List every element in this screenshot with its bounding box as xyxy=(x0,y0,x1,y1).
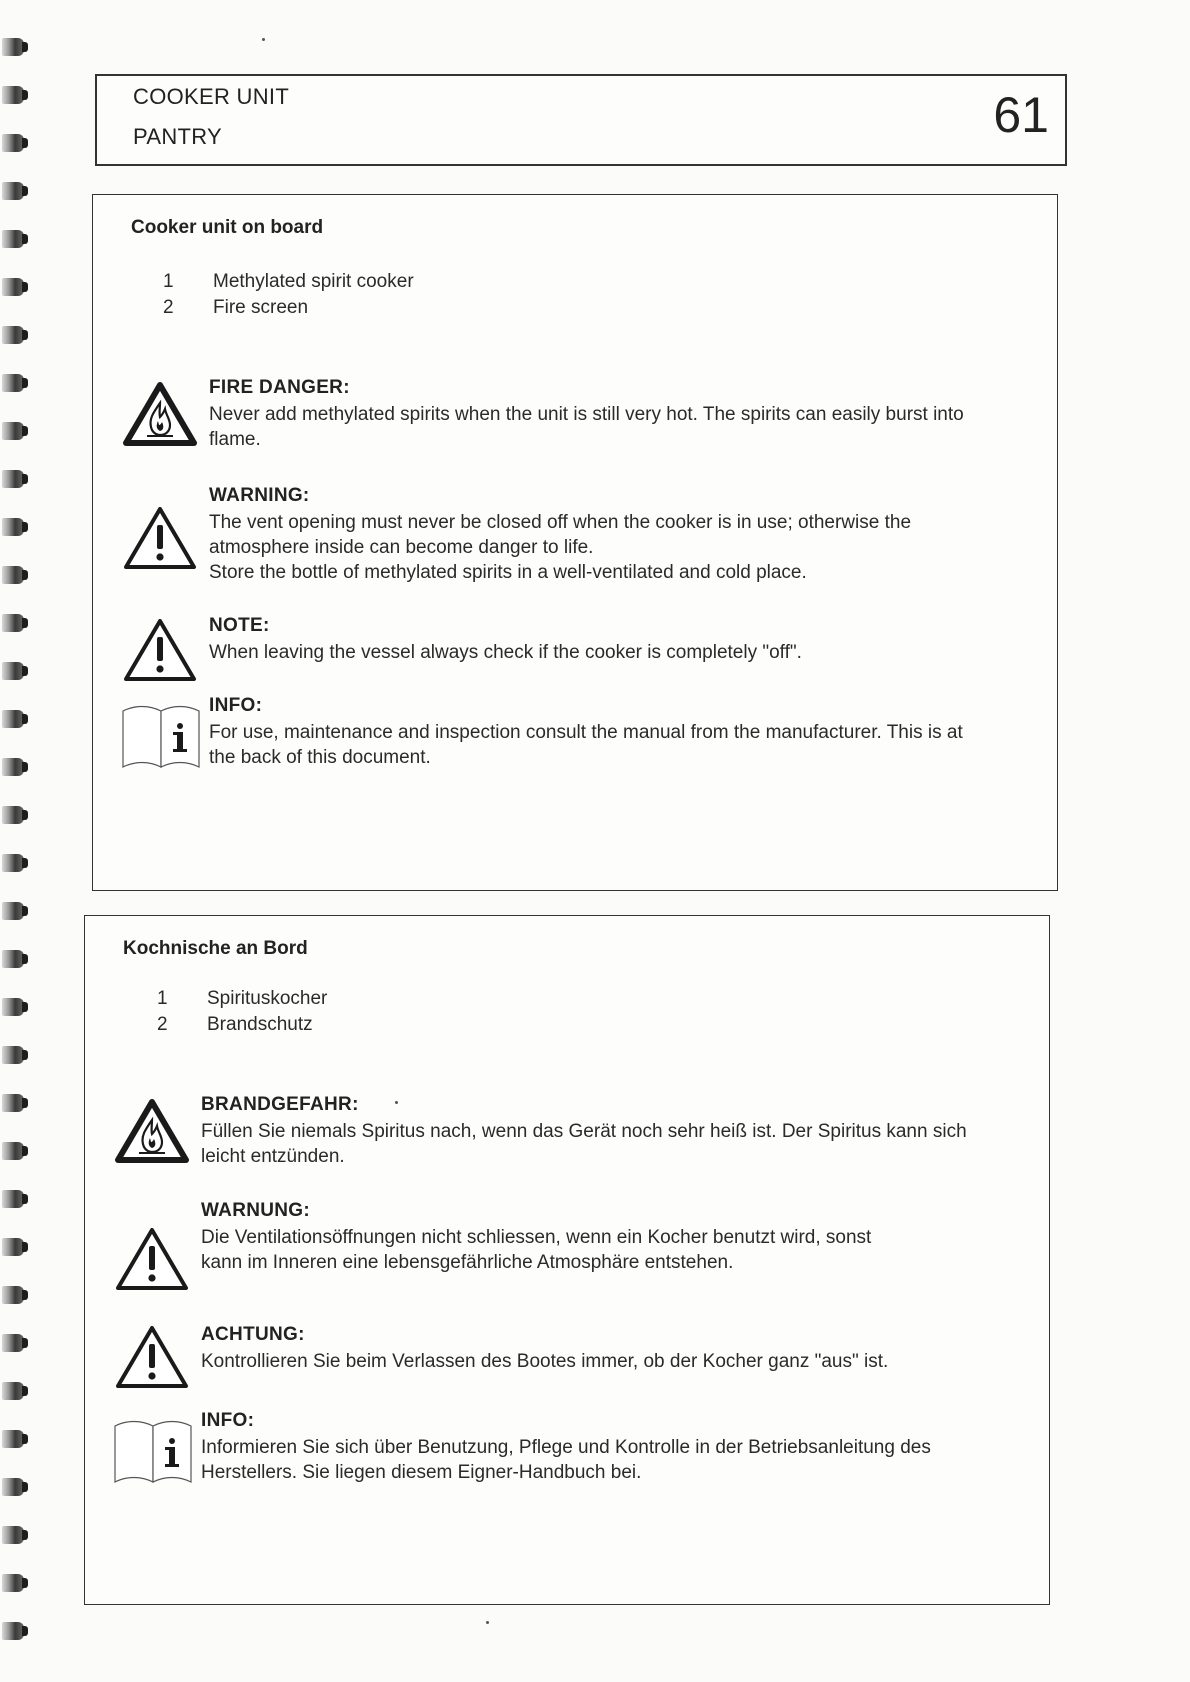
fire-danger-text: Füllen Sie niemals Spiritus nach, wenn das Gerät noch sehr heiß ist. Der Spiritus kann sich xyxy=(201,1121,967,1142)
fire-danger-text: Never add methylated spirits when the unit is still very hot. The spirits can easily burst into xyxy=(209,404,964,425)
item-label: Fire screen xyxy=(213,297,309,318)
scan-speck xyxy=(262,38,265,41)
binding-ring xyxy=(2,1190,24,1208)
info-text: Herstellers. Sie liegen diesem Eigner-Handbuch bei. xyxy=(201,1462,642,1483)
info-book-icon xyxy=(121,705,201,776)
binding-ring xyxy=(2,278,24,296)
info-book-icon xyxy=(113,1420,193,1491)
binding-ring xyxy=(2,86,24,104)
binding-ring xyxy=(2,230,24,248)
section-title: Kochnische an Bord xyxy=(123,938,308,959)
warning-text: The vent opening must never be closed off when the cooker is in use; otherwise the xyxy=(209,512,912,533)
warning-triangle-icon xyxy=(123,505,197,576)
binding-ring xyxy=(2,1286,24,1304)
note-notice xyxy=(115,1324,1015,1394)
warning-notice xyxy=(115,1200,1015,1300)
binding-ring xyxy=(2,854,24,872)
binding-ring xyxy=(2,518,24,536)
page-header xyxy=(95,74,1067,166)
warning-text: Store the bottle of methylated spirits in a well-ventilated and cold place. xyxy=(209,562,807,583)
binding-ring xyxy=(2,1142,24,1160)
binding-ring xyxy=(2,662,24,680)
item-number: 1 xyxy=(163,271,174,292)
fire-danger-label: BRANDGEFAHR: xyxy=(201,1094,359,1115)
binding-ring xyxy=(2,902,24,920)
binding-ring xyxy=(2,1238,24,1256)
scan-speck xyxy=(486,1621,489,1624)
binding-ring xyxy=(2,374,24,392)
binding-ring xyxy=(2,1094,24,1112)
note-text: Kontrollieren Sie beim Verlassen des Bootes immer, ob der Kocher ganz "aus" ist. xyxy=(201,1351,889,1372)
note-label: ACHTUNG: xyxy=(201,1324,305,1345)
info-label: INFO: xyxy=(201,1410,255,1431)
item-number: 1 xyxy=(157,988,168,1009)
item-number: 2 xyxy=(157,1014,168,1035)
fire-hazard-icon xyxy=(115,1098,189,1169)
item-label: Spirituskocher xyxy=(207,988,328,1009)
info-notice xyxy=(115,1410,1015,1490)
binding-ring xyxy=(2,1526,24,1544)
warning-triangle-icon xyxy=(115,1324,189,1395)
warning-triangle-icon xyxy=(123,617,197,688)
binding-ring xyxy=(2,998,24,1016)
binding-ring xyxy=(2,806,24,824)
binding-ring xyxy=(2,710,24,728)
info-label: INFO: xyxy=(209,695,263,716)
warning-text: Die Ventilationsöffnungen nicht schliessen, wenn ein Kocher benutzt wird, sonst xyxy=(201,1227,872,1248)
binding-ring xyxy=(2,1430,24,1448)
binding-ring xyxy=(2,422,24,440)
section-english xyxy=(92,194,1058,891)
header-subtitle: PANTRY xyxy=(133,124,223,149)
section-title: Cooker unit on board xyxy=(131,217,324,238)
info-notice xyxy=(123,695,1023,775)
warning-text: atmosphere inside can become danger to life. xyxy=(209,537,594,558)
item-label: Brandschutz xyxy=(207,1014,313,1035)
header-title: COOKER UNIT xyxy=(133,84,290,109)
info-text: the back of this document. xyxy=(209,747,431,768)
binding-ring xyxy=(2,470,24,488)
info-text: Informieren Sie sich über Benutzung, Pflege und Kontrolle in der Betriebsanleitung des xyxy=(201,1437,931,1458)
fire-danger-notice xyxy=(123,377,1023,457)
scan-speck xyxy=(395,1101,398,1104)
binding-ring xyxy=(2,950,24,968)
binding-ring xyxy=(2,758,24,776)
page-number: 61 xyxy=(993,87,1049,143)
note-text: When leaving the vessel always check if the cooker is completely "off". xyxy=(209,642,802,663)
spiral-binding xyxy=(0,0,30,1682)
binding-ring xyxy=(2,38,24,56)
binding-ring xyxy=(2,326,24,344)
binding-ring xyxy=(2,614,24,632)
binding-ring xyxy=(2,566,24,584)
warning-triangle-icon xyxy=(115,1226,189,1297)
section-german xyxy=(84,915,1050,1605)
binding-ring xyxy=(2,1574,24,1592)
warning-notice xyxy=(123,485,1023,595)
binding-ring xyxy=(2,134,24,152)
fire-danger-label: FIRE DANGER: xyxy=(209,377,350,398)
warning-label: WARNUNG: xyxy=(201,1200,310,1221)
fire-danger-text: flame. xyxy=(209,429,261,450)
note-notice xyxy=(123,615,1023,685)
info-text: For use, maintenance and inspection consult the manual from the manufacturer. This is at xyxy=(209,722,963,743)
fire-danger-text: leicht entzünden. xyxy=(201,1146,345,1167)
binding-ring xyxy=(2,1622,24,1640)
fire-danger-notice xyxy=(115,1094,1015,1174)
fire-hazard-icon xyxy=(123,381,197,452)
binding-ring xyxy=(2,1046,24,1064)
binding-ring xyxy=(2,1478,24,1496)
warning-text: kann im Inneren eine lebensgefährliche Atmosphäre entstehen. xyxy=(201,1252,734,1273)
note-label: NOTE: xyxy=(209,615,270,636)
binding-ring xyxy=(2,1382,24,1400)
warning-label: WARNING: xyxy=(209,485,310,506)
item-number: 2 xyxy=(163,297,174,318)
binding-ring xyxy=(2,182,24,200)
binding-ring xyxy=(2,1334,24,1352)
item-label: Methylated spirit cooker xyxy=(213,271,414,292)
